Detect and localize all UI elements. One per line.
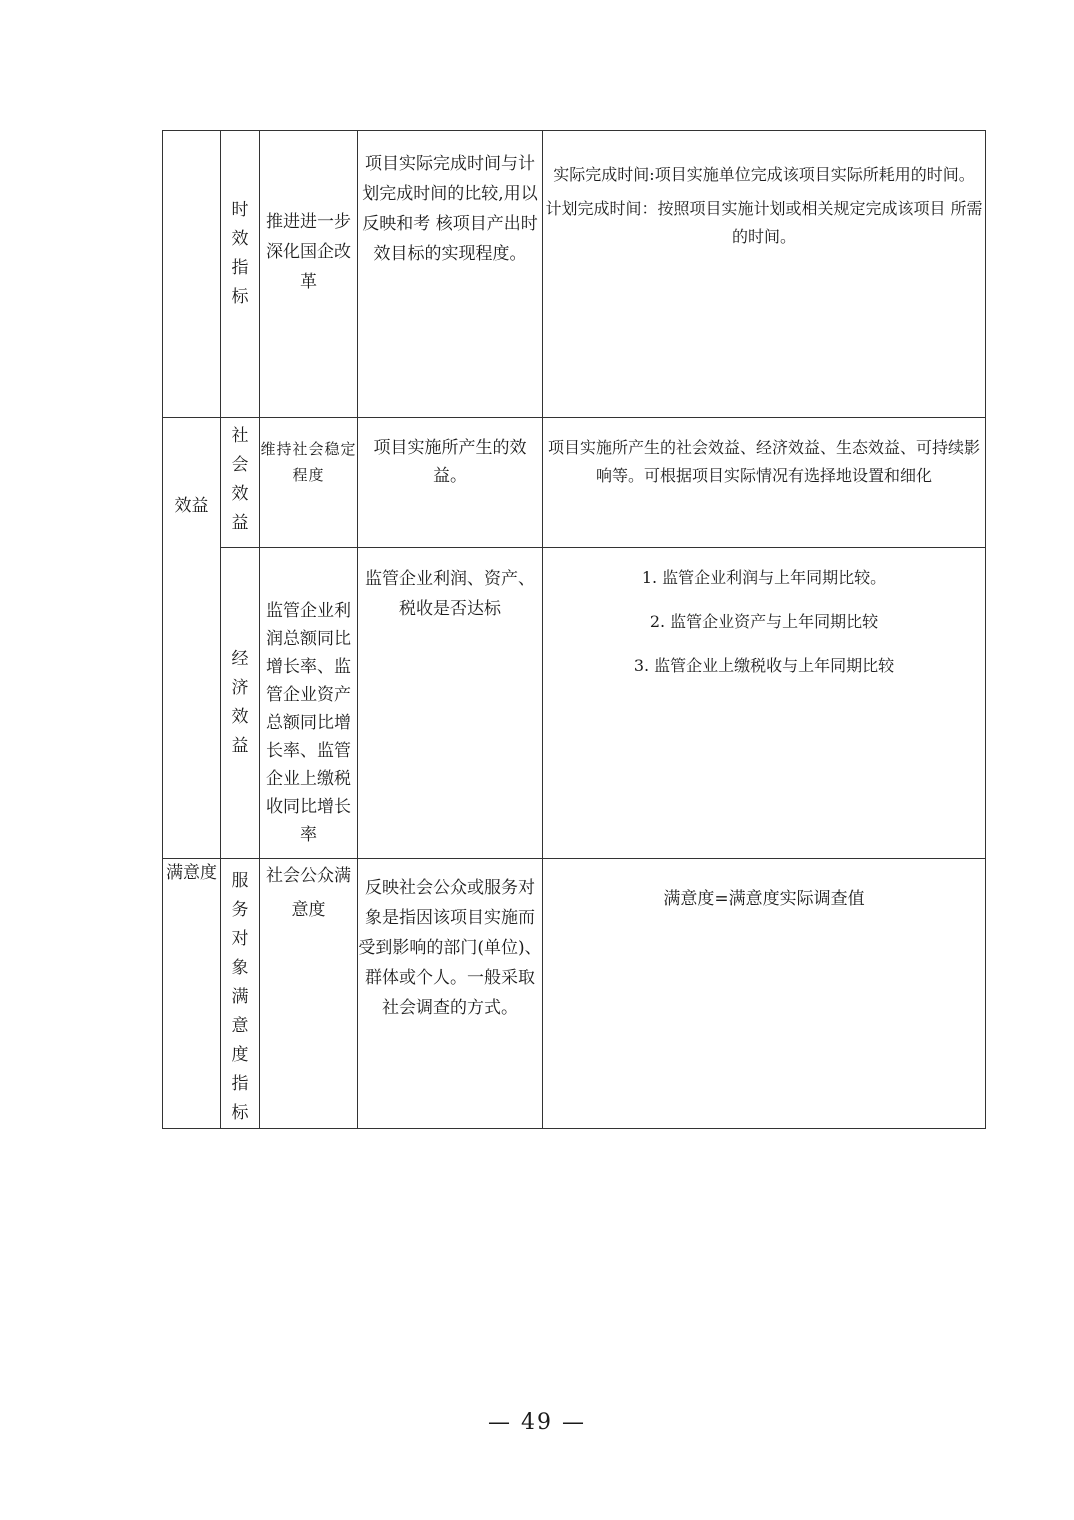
cell-method-economic [543, 548, 986, 859]
list-item: 2. 监管企业资产与上年同期比较 [649, 612, 879, 631]
cell-indicator-stability: 维持社会稳定程度 [260, 418, 358, 548]
cell-method-social: 项目实施所产生的社会效益、经济效益、生态效益、可持续影响等。可根据项目实际情况有选择地设置和细化 [543, 418, 986, 548]
cell-description-economic: 监管企业利润、资产、税收是否达标 [358, 548, 543, 859]
cell-category-satisfaction: 满意度 [163, 859, 221, 1129]
table-row-economic-benefit [163, 548, 986, 859]
cell-subcategory-economic: 经 济 效 益 [221, 548, 260, 859]
cell-description-timeliness: 项目实际完成时间与计划完成时间的比较,用以反映和考 核项目产出时效目标的实现程度。 [358, 131, 543, 418]
cell-method-timeliness [543, 131, 986, 418]
cell-indicator-reform: 推进进一步深化国企改革 [260, 131, 358, 418]
cell-subcategory-timeliness: 时 效 指 标 [221, 131, 260, 418]
cell-indicator-public-satisfaction: 社会公众满意度 [260, 859, 358, 1129]
cell-description-social: 项目实施所产生的效益。 [358, 418, 543, 548]
cell-subcategory-service: 服 务 对 象 满 意 度 指 标 [221, 859, 260, 1129]
planned-completion-text: 计划完成时间：按照项目实施计划或相关规定完成该项目 所需的时间。 [545, 199, 983, 246]
indicator-table [162, 130, 986, 1129]
cell-indicator-growth: 监管企业利润总额同比增长率、监管企业资产总额同比增长率、监管企业上缴税收同比增长率 [260, 548, 358, 859]
cell-category-empty [163, 131, 221, 418]
table-row-timeliness [163, 131, 986, 418]
cell-description-satisfaction: 反映社会公众或服务对象是指因该项目实施而受到影响的部门(单位)、群体或个人。一般采取社会调查的方式。 [358, 859, 543, 1129]
cell-subcategory-social: 社 会 效 益 [221, 418, 260, 548]
actual-completion-text: 实际完成时间:项目实施单位完成该项目实际所耗用的时间。 [553, 165, 975, 184]
table-row-social-benefit [163, 418, 986, 548]
cell-method-satisfaction: 满意度=满意度实际调查值 [543, 859, 986, 1129]
cell-category-benefit: 效益 [163, 418, 221, 859]
list-item: 1. 监管企业利润与上年同期比较。 [641, 568, 887, 587]
page-number: — 49 — [488, 1410, 586, 1435]
list-item: 3. 监管企业上缴税收与上年同期比较 [633, 656, 895, 675]
table-row-satisfaction [163, 859, 986, 1129]
